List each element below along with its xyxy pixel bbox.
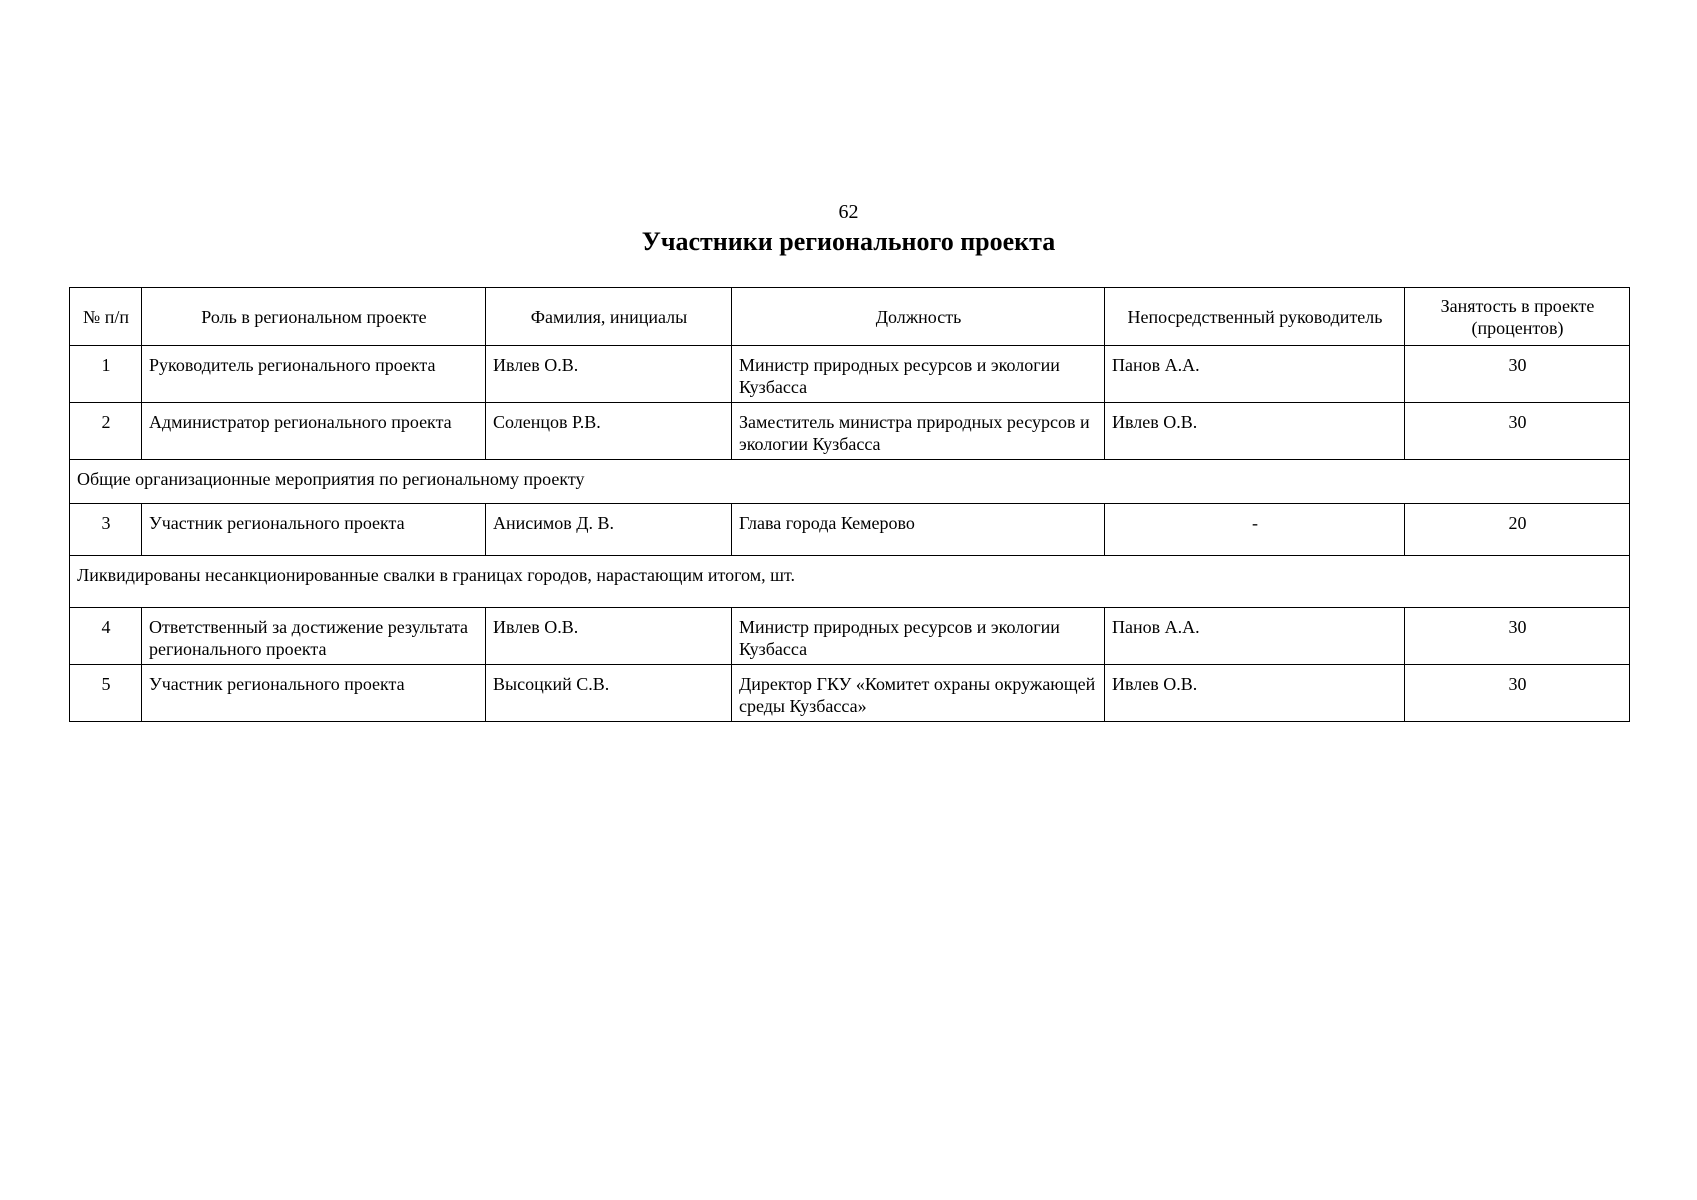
cell-name: Ивлев О.В. bbox=[486, 346, 732, 403]
cell-manager: Панов А.А. bbox=[1105, 608, 1405, 665]
table-row bbox=[70, 346, 1630, 403]
cell-name: Ивлев О.В. bbox=[486, 608, 732, 665]
table-header-row bbox=[70, 288, 1630, 346]
cell-role: Участник регионального проекта bbox=[142, 504, 486, 556]
cell-position: Глава города Кемерово bbox=[732, 504, 1105, 556]
section-heading: Ликвидированы несанкционированные свалки в границах городов, нарастающим итогом, шт. bbox=[70, 556, 1630, 608]
cell-manager: Панов А.А. bbox=[1105, 346, 1405, 403]
header-num: № п/п bbox=[70, 288, 142, 346]
cell-manager: Ивлев О.В. bbox=[1105, 403, 1405, 460]
header-position: Должность bbox=[732, 288, 1105, 346]
table-row bbox=[70, 504, 1630, 556]
header-name: Фамилия, инициалы bbox=[486, 288, 732, 346]
cell-employment: 30 bbox=[1405, 665, 1630, 722]
cell-manager: - bbox=[1105, 504, 1405, 556]
cell-num: 2 bbox=[70, 403, 142, 460]
table-row bbox=[70, 403, 1630, 460]
table-row bbox=[70, 665, 1630, 722]
cell-name: Высоцкий С.В. bbox=[486, 665, 732, 722]
participants-table bbox=[69, 287, 1630, 722]
cell-position: Заместитель министра природных ресурсов и экологии Кузбасса bbox=[732, 403, 1105, 460]
table-row bbox=[70, 608, 1630, 665]
cell-employment: 30 bbox=[1405, 403, 1630, 460]
cell-employment: 30 bbox=[1405, 346, 1630, 403]
header-manager: Непосредственный руководитель bbox=[1105, 288, 1405, 346]
page-number: 62 bbox=[838, 201, 859, 223]
cell-role: Ответственный за достижение результата регионального проекта bbox=[142, 608, 486, 665]
section-row bbox=[70, 556, 1630, 608]
cell-manager: Ивлев О.В. bbox=[1105, 665, 1405, 722]
cell-name: Соленцов Р.В. bbox=[486, 403, 732, 460]
cell-position: Директор ГКУ «Комитет охраны окружающей среды Кузбасса» bbox=[732, 665, 1105, 722]
cell-num: 1 bbox=[70, 346, 142, 403]
section-heading: Общие организационные мероприятия по региональному проекту bbox=[70, 460, 1630, 504]
header-employment: Занятость в проекте (процентов) bbox=[1405, 288, 1630, 346]
section-row bbox=[70, 460, 1630, 504]
cell-employment: 30 bbox=[1405, 608, 1630, 665]
cell-num: 3 bbox=[70, 504, 142, 556]
cell-num: 4 bbox=[70, 608, 142, 665]
cell-position: Министр природных ресурсов и экологии Кузбасса bbox=[732, 608, 1105, 665]
cell-num: 5 bbox=[70, 665, 142, 722]
cell-name: Анисимов Д. В. bbox=[486, 504, 732, 556]
cell-role: Участник регионального проекта bbox=[142, 665, 486, 722]
header-role: Роль в региональном проекте bbox=[142, 288, 486, 346]
cell-employment: 20 bbox=[1405, 504, 1630, 556]
cell-position: Министр природных ресурсов и экологии Кузбасса bbox=[732, 346, 1105, 403]
page-title: Участники регионального проекта bbox=[641, 227, 1056, 256]
cell-role: Руководитель регионального проекта bbox=[142, 346, 486, 403]
cell-role: Администратор регионального проекта bbox=[142, 403, 486, 460]
